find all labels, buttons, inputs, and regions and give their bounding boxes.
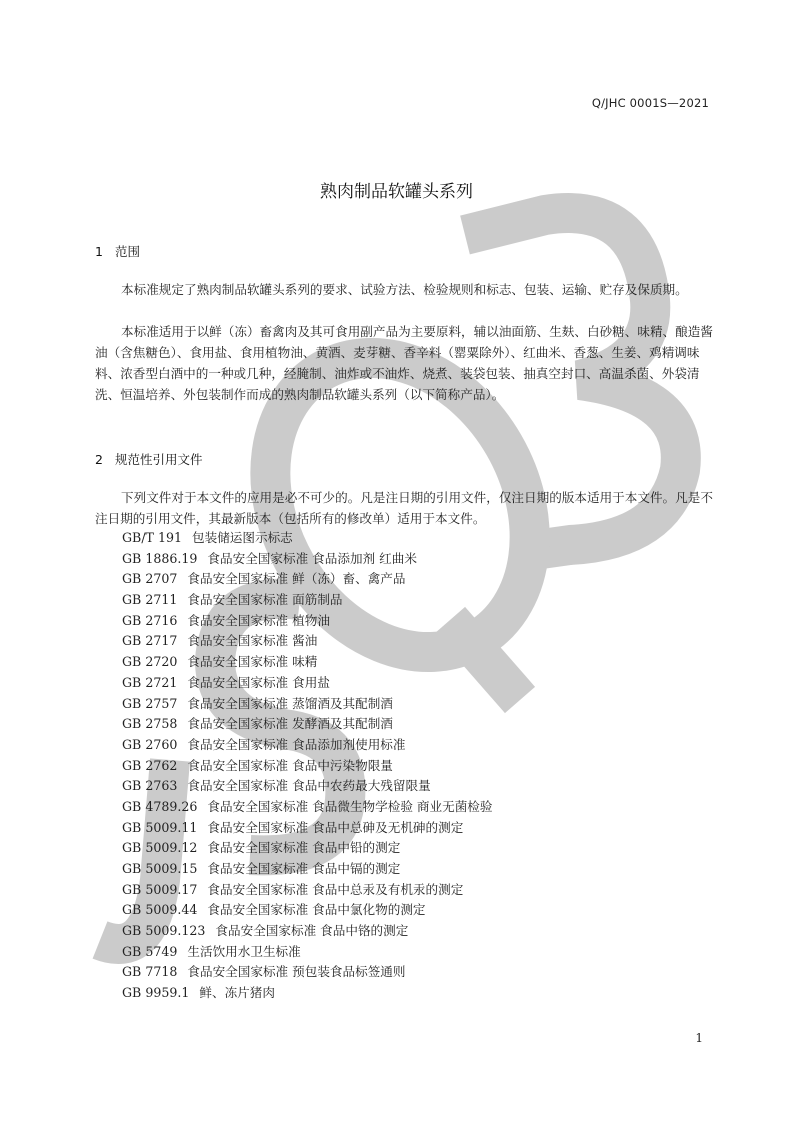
reference-item: GB 2763 食品安全国家标准 食品中农药最大残留限量 (122, 778, 431, 794)
reference-item: GB 5749 生活饮用水卫生标准 (122, 943, 301, 959)
reference-item: GB 2717 食品安全国家标准 酱油 (122, 633, 318, 649)
reference-item: GB 2760 食品安全国家标准 食品添加剂使用标准 (122, 736, 406, 752)
reference-item: GB 2720 食品安全国家标准 味精 (122, 654, 318, 670)
reference-item: GB 2762 食品安全国家标准 食品中污染物限量 (122, 757, 393, 773)
reference-item: GB 2721 食品安全国家标准 食用盐 (122, 674, 330, 690)
reference-item: GB 9959.1 鲜、冻片猪肉 (122, 985, 275, 1001)
reference-item: GB 2716 食品安全国家标准 植物油 (122, 612, 330, 628)
section-1-paragraph-2: 本标准适用于以鲜（冻）畜禽肉及其可食用副产品为主要原料，辅以油面筋、生麸、白砂糖、味精、酿造酱油（含焦糖色）、食用盐、食用植物油、黄酒、麦芽糖、香辛料（罂粟除外）、红曲米、香葱、生姜、鸡精调味料、浓香型白酒中的一种或几种，经腌制、油炸或不油炸、烧煮、装袋包装、抽真空封口、高温杀菌、外袋清洗、恒温培养、外包装制作而成的熟肉制品软罐头系列（以下简称产品）。 (95, 324, 713, 402)
reference-item: GB 5009.123 食品安全国家标准 食品中铬的测定 (122, 923, 409, 939)
section-1-paragraph-1: 本标准规定了熟肉制品软罐头系列的要求、试验方法、检验规则和标志、包装、运输、贮存及保质期。 (121, 282, 688, 297)
section-1-number: 1 (95, 244, 103, 259)
reference-item: GB/T 191 包装储运图示标志 (122, 530, 293, 545)
page-number: 1 (695, 1031, 703, 1045)
section-2-number: 2 (95, 452, 103, 467)
reference-item: GB 4789.26 食品安全国家标准 食品微生物学检验 商业无菌检验 (122, 798, 493, 814)
reference-item: GB 2757 食品安全国家标准 蒸馏酒及其配制酒 (122, 695, 393, 711)
section-1-title: 范围 (115, 244, 141, 259)
reference-item: GB 2711 食品安全国家标准 面筋制品 (122, 592, 343, 608)
section-1-heading (95, 242, 140, 260)
reference-item: GB 5009.12 食品安全国家标准 食品中铅的测定 (122, 840, 401, 856)
reference-item: GB 2707 食品安全国家标准 鲜（冻）畜、禽产品 (122, 571, 406, 587)
reference-list (122, 528, 492, 1004)
section-2-intro: 下列文件对于本文件的应用是必不可少的。凡是注日期的引用文件，仅注日期的版本适用于本文件。凡是不注日期的引用文件，其最新版本（包括所有的修改单）适用于本文件。 (95, 490, 713, 526)
document-title: 熟肉制品软罐头系列 (320, 182, 473, 202)
reference-item: GB 2758 食品安全国家标准 发酵酒及其配制酒 (122, 716, 393, 732)
section-2-heading (95, 450, 203, 468)
reference-item: GB 5009.15 食品安全国家标准 食品中镉的测定 (122, 861, 401, 876)
reference-item: GB 1886.19 食品安全国家标准 食品添加剂 红曲米 (122, 550, 417, 566)
section-2-title: 规范性引用文件 (115, 452, 203, 467)
reference-item: GB 5009.44 食品安全国家标准 食品中氯化物的测定 (122, 902, 426, 918)
reference-item: GB 7718 食品安全国家标准 预包装食品标签通则 (122, 964, 406, 980)
standard-code: Q/JHC 0001S—2021 (591, 96, 709, 110)
reference-item: GB 5009.11 食品安全国家标准 食品中总砷及无机砷的测定 (122, 819, 464, 835)
reference-item: GB 5009.17 食品安全国家标准 食品中总汞及有机汞的测定 (122, 881, 464, 897)
